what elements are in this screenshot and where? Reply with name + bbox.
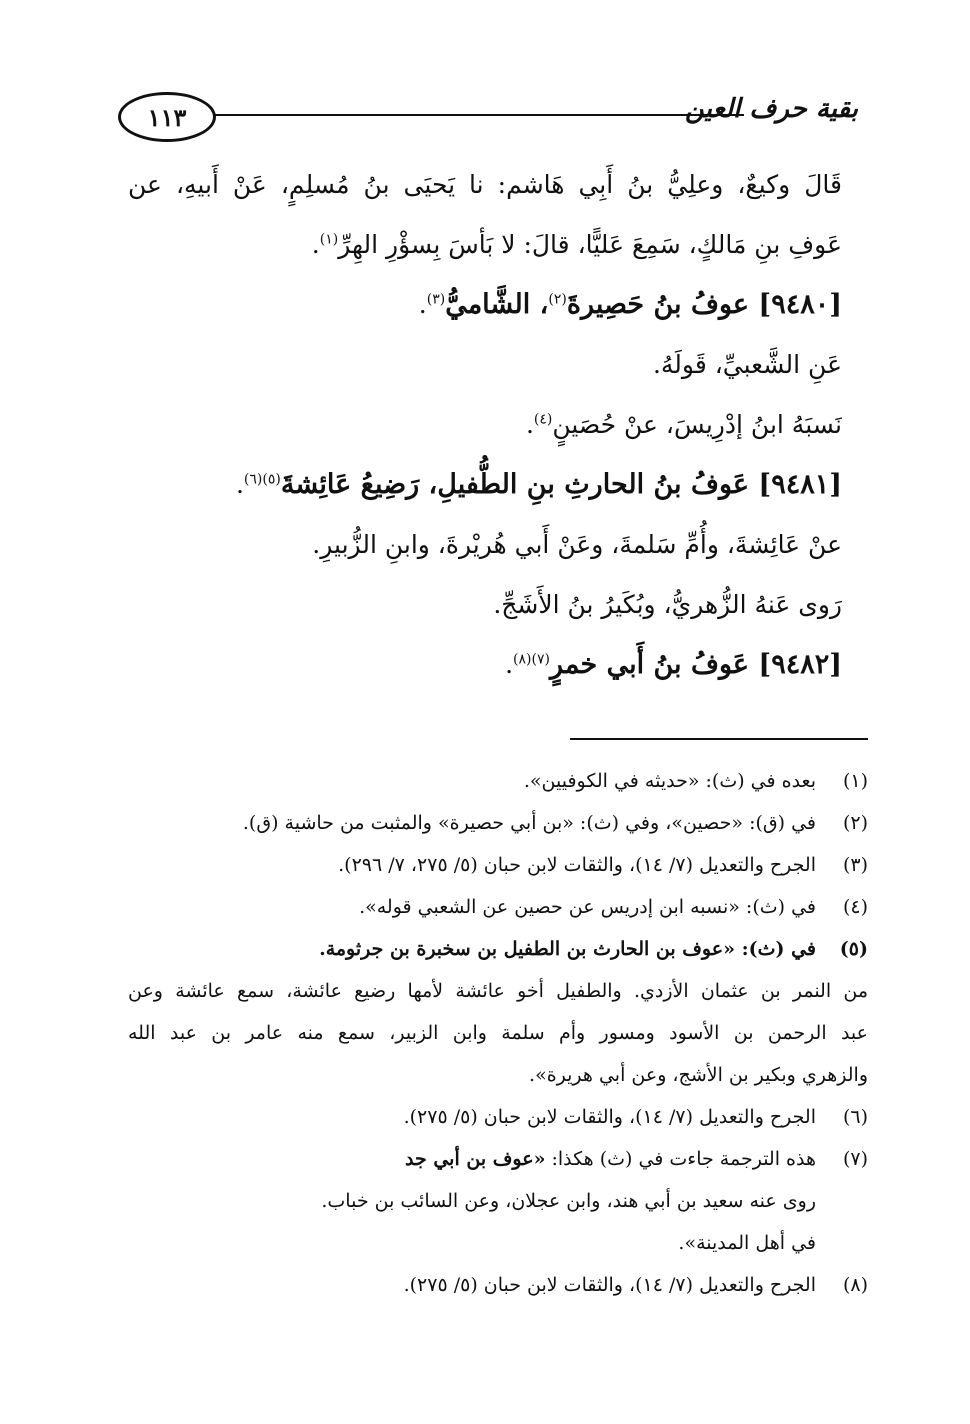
footnote-4 [128, 886, 868, 928]
footnote-3 [128, 844, 868, 886]
entry-9480: [٩٤٨٠] عوفُ بنُ حَصِيرةَ$^{(٢)}$، الشَّاميُّ$^{(٣)}$. [418, 289, 842, 320]
footnote-separator [570, 738, 868, 740]
body-line: عَوفِ بنِ مَالكٍ، سَمِعَ عَليًّا، قالَ: لا بَأسَ بِسؤْرِ الهِرِّ$^{(١)}$. [311, 230, 842, 259]
footnote-number: (١) [842, 770, 868, 792]
body-line: نَسبَهُ ابنُ إدْرِيسَ، عنْ حُصَينٍ$^{(٤)}$. [525, 410, 842, 439]
header-rule [214, 114, 744, 116]
footnotes [128, 760, 868, 1306]
footnote-7 [128, 1138, 868, 1180]
footnote-continuation: روى عنه سعيد بن أبي هند، وابن عجلان، وعن السائب بن خباب. [321, 1190, 816, 1212]
footnote-text: الجرح والتعديل (٧/ ١٤)، والثقات لابن حبان (٥/ ٢٧٥، ٧/ ٢٩٦). [338, 854, 816, 876]
footnote-6 [128, 1096, 868, 1138]
entry-heading: ، الشَّاميُّ [445, 289, 549, 320]
footnote-number: (٧) [842, 1148, 868, 1170]
running-head: بقية حرف العين [685, 94, 858, 124]
footnote-ref[interactable]: (٧)(٨) [513, 651, 550, 668]
entry-heading: [٩٤٨٢] عَوفُ بنُ أَبي خمرٍ [549, 649, 842, 680]
footnote-number: (٥) [839, 938, 868, 960]
footnote-text: في (ث): «نسبه ابن إدريس عن حصين عن الشعبي قوله». [359, 896, 816, 918]
footnote-ref[interactable]: (٥)(٦) [243, 471, 281, 488]
footnote-8 [128, 1264, 868, 1306]
footnote-ref[interactable]: (١) [319, 231, 339, 248]
footnote-ref[interactable]: (٤) [533, 411, 553, 428]
entry-heading: [٩٤٨٠] عوفُ بنُ حَصِيرةَ [566, 289, 842, 320]
footnote-1 [128, 760, 868, 802]
footnote-text: هذه الترجمة جاءت في (ث) هكذا: [545, 1148, 816, 1170]
footnote-number: (٣) [842, 854, 868, 876]
entry-heading: [٩٤٨١] عَوفُ بنُ الحارثِ بنِ الطُّفيلِ، رَضِيعُ عَائِشةَ [280, 469, 842, 500]
body-line: عَنِ الشَّعبيِّ، قَولَهُ. [652, 350, 842, 379]
footnote-5 [128, 928, 868, 970]
entry-9481: [٩٤٨١] عَوفُ بنُ الحارثِ بنِ الطُّفيلِ، رَضِيعُ عَائِشةَ$^{(٥)(٦)}$. [235, 469, 842, 500]
footnote-text-bold: «عوف بن أبي جد [405, 1148, 546, 1170]
footnote-ref[interactable]: (٣) [426, 291, 446, 308]
footnote-continuation: في أهل المدينة». [678, 1232, 816, 1254]
footnote-text: في (ق): «حصين»، وفي (ث): «بن أبي حصيرة» والمثبت من حاشية (ق). [242, 812, 816, 834]
footnote-2 [128, 802, 868, 844]
body-line: رَوى عَنهُ الزُّهريُّ، وبُكَيرُ بنُ الأَشَجِّ. [493, 590, 842, 619]
footnote-ref[interactable]: (٢) [548, 291, 567, 308]
main-text [128, 155, 842, 695]
footnote-continuation: من النمر بن عثمان الأزدي. والطفيل أخو عائشة لأمها رضيع عائشة، سمع عائشة وعن [128, 980, 868, 1002]
footnote-number: (٢) [842, 812, 868, 834]
footnote-text: بعده في (ث): «حديثه في الكوفيين». [523, 770, 816, 792]
page-header [118, 92, 858, 148]
body-line: عنْ عَائِشةَ، وأُمِّ سَلمةَ، وعَنْ أَبي هُريْرةَ، وابنِ الزُّبيرِ. [312, 530, 842, 559]
page-number: ١١٣ [118, 92, 216, 142]
footnote-number: (٦) [842, 1106, 868, 1128]
footnote-text: الجرح والتعديل (٧/ ١٤)، والثقات لابن حبان (٥/ ٢٧٥). [403, 1106, 816, 1128]
footnote-text: في (ث): «عوف بن الحارث بن الطفيل بن سخبرة بن جرثومة. [319, 938, 816, 960]
footnote-continuation: والزهري وبكير بن الأشج، وعن أبي هريرة». [529, 1064, 868, 1086]
footnote-continuation: عبد الرحمن بن الأسود ومسور وأم سلمة وابن الزبير، سمع منه عامر بن عبد الله [128, 1022, 868, 1044]
body-line: قَالَ وكيعٌ، وعلِيُّ بنُ أَبِي هَاشم: نا يَحيَى بنُ مُسلِمٍ، عَنْ أَبيهِ، عن [128, 170, 842, 199]
footnote-number: (٨) [842, 1274, 868, 1296]
footnote-number: (٤) [842, 896, 868, 918]
entry-9482: [٩٤٨٢] عَوفُ بنُ أَبي خمرٍ$^{(٧)(٨)}$. [505, 649, 842, 680]
footnote-text: الجرح والتعديل (٧/ ١٤)، والثقات لابن حبان (٥/ ٢٧٥). [403, 1274, 816, 1296]
